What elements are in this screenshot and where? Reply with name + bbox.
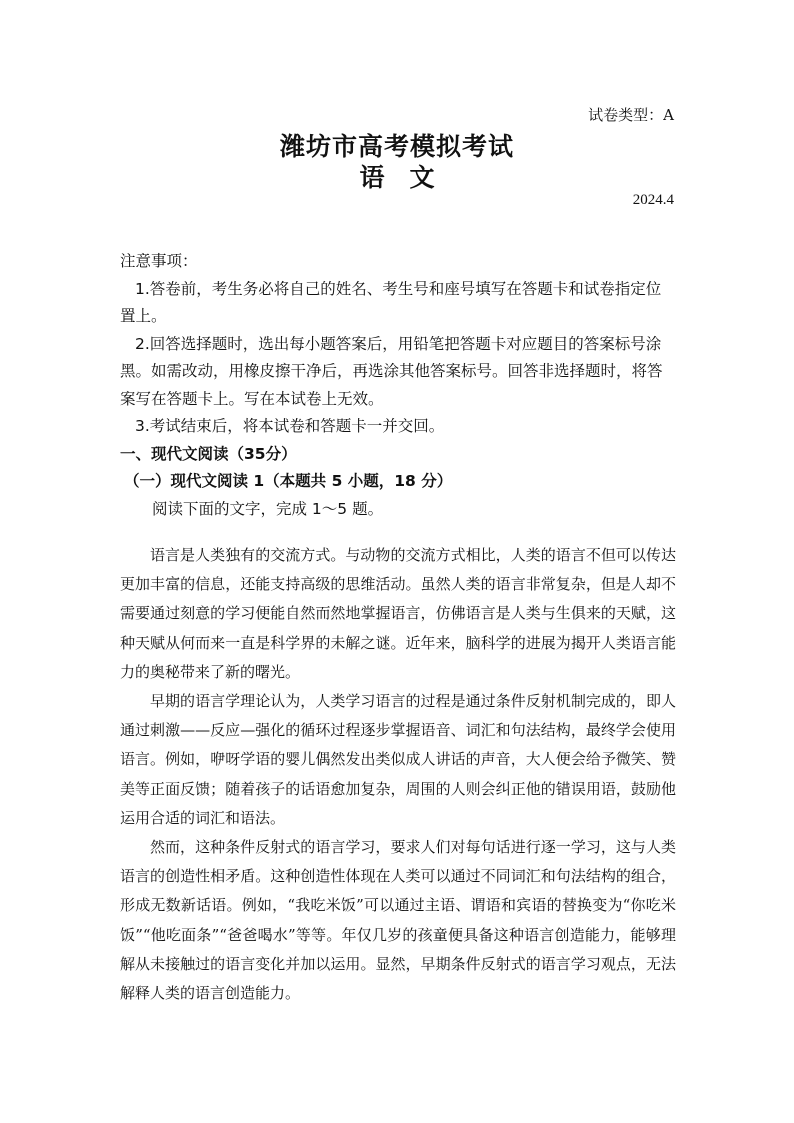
note-item-1: 1.答卷前，考生务必将自己的姓名、考生号和座号填写在答题卡和试卷指定位置上。 (120, 279, 662, 325)
notes-block (120, 248, 676, 523)
exam-type-label: 试卷类型：A (588, 106, 674, 124)
note-item-3: 3.考试结束后，将本试卷和答题卡一并交回。 (135, 417, 445, 435)
note-item-2: 2.回答选择题时，选出每小题答案后，用铅笔把答题卡对应题目的答案标号涂黑。如需改动，用橡皮擦干净后，再选涂其他答案标号。回答非选择题时，将答案写在答题卡上。写在本试卷上无效。 (120, 334, 663, 408)
passage-paragraph-1: 语言是人类独有的交流方式。与动物的交流方式相比，人类的语言不但可以传达更加丰富的信息，还能支持高级的思维活动。虽然人类的语言非常复杂，但是人却不需要通过刻意的学习便能自然而然地掌握语言，仿佛语言是人类与生俱来的天赋，这种天赋从何而来一直是科学界的未解之谜。近年来，脑科学的进展为揭开人类语言能力的奥秘带来了新的曙光。 (120, 546, 676, 681)
passage-paragraph-2: 早期的语言学理论认为，人类学习语言的过程是通过条件反射机制完成的，即人通过刺激——反应—强化的循环过程逐步掌握语音、词汇和句法结构，最终学会使用语言。例如，咿呀学语的婴儿偶然发出类似成人讲话的声音，大人便会给予微笑、赞美等正面反馈；随着孩子的话语愈加复杂，周围的人则会纠正他的错误用语，鼓励他运用合适的词汇和语法。 (120, 692, 676, 827)
notes-heading: 注意事项： (120, 252, 198, 270)
exam-date: 2024.4 (632, 192, 674, 208)
reading-instruction: 阅读下面的文字，完成 1～5 题。 (152, 499, 384, 518)
subject-title: 语 文 (359, 163, 435, 192)
section-heading: 一、现代文阅读（35分） (120, 444, 297, 463)
page-title: 潍坊市高考模拟考试 (279, 132, 514, 161)
passage-paragraph-3: 然而，这种条件反射式的语言学习，要求人们对每句话进行逐一学习，这与人类语言的创造性相矛盾。这种创造性体现在人类可以通过不同词汇和句法结构的组合，形成无数新话语。例如，“我吃米饭”可以通过主语、谓语和宾语的替换变为“你吃米饭”“他吃面条”“爸爸喝水”等等。年仅几岁的孩童便具备这种语言创造能力，能够理解从未接触过的语言变化并加以运用。显然，早期条件反射式的语言学习观点，无法解释人类的语言创造能力。 (120, 838, 676, 1003)
reading-passage (120, 541, 676, 1008)
subsection-heading: （一）现代文阅读 1（本题共 5 小题，18 分） (124, 472, 453, 490)
